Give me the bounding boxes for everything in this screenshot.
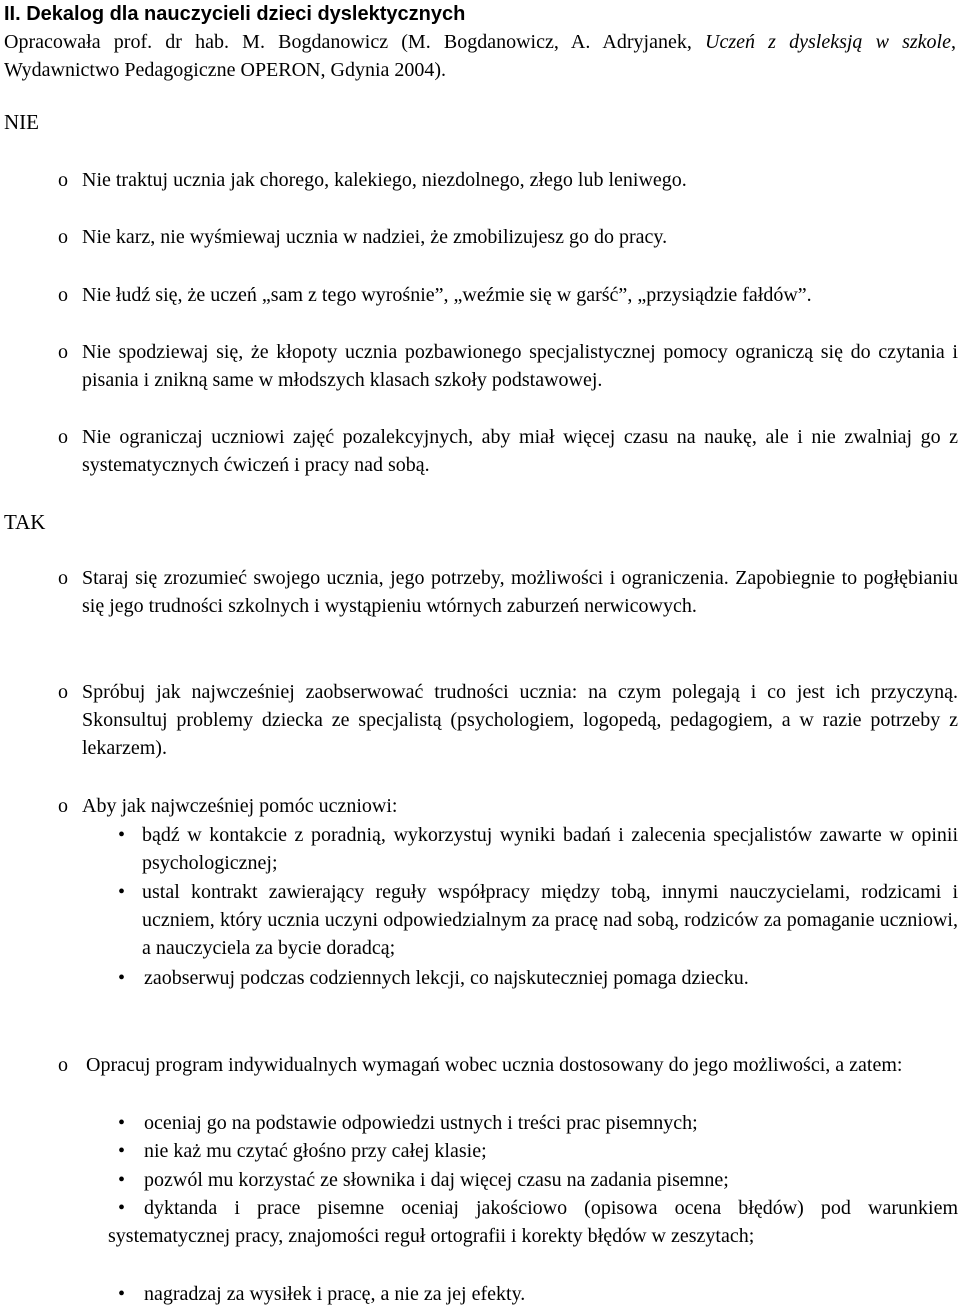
circle-marker-icon: o [58,284,68,306]
tak-help-item [58,792,958,820]
circle-marker-icon: o [58,1054,68,1076]
author-credit [4,28,956,84]
document-title: II. Dekalog dla nauczycieli dzieci dyslektycznych [4,3,466,25]
bullet-icon: • [118,1283,126,1305]
nie-item [58,281,958,309]
bullet-icon: • [118,1169,126,1191]
bullet-icon: • [118,1140,126,1162]
program-bullet-text: nie każ mu czytać głośno przy całej klasie; [144,1140,487,1162]
nie-item [58,338,958,394]
tak-item-text: Spróbuj jak najwcześniej zaobserwować trudności ucznia: na czym polegają i co jest ich przyczyną. Skonsultuj problemy dziecka ze specjalistą (psychologiem, logopedą, pedagogiem, a w razie potrzeby z lekarzem). [82,681,958,759]
program-lead: Opracuj program indywidualnych wymagań wobec ucznia dostosowany do jego możliwości, a zatem: [86,1054,903,1076]
program-bullet [118,1280,958,1308]
help-bullet-text: ustal kontrakt zawierający reguły współpracy między tobą, innymi nauczycielami, rodzicami i uczniem, który ucznia uczyni odpowiedzialnym za pracę nad sobą, rodziców za pomaganie uczniowi, a nauczyciela za bycie doradcą; [142,881,958,959]
bullet-icon: • [118,1112,126,1134]
circle-marker-icon: o [58,341,68,363]
bullet-icon: • [118,881,126,903]
nie-item [58,166,958,194]
help-lead: Aby jak najwcześniej pomóc uczniowi: [82,795,398,817]
program-bullet [118,1109,958,1137]
help-bullet [118,821,958,877]
nie-item-text: Nie łudź się, że uczeń „sam z tego wyrośnie”, „weźmie się w garść”, „przysiądzie fałdów”. [82,284,812,306]
program-bullet [118,1166,958,1194]
circle-marker-icon: o [58,567,68,589]
nie-item-text: Nie ograniczaj uczniowi zajęć pozalekcyjnych, aby miał więcej czasu na naukę, ale i nie zwalniaj go z systematycznych ćwiczeń i pracy nad sobą. [82,426,958,476]
nie-item-text: Nie traktuj ucznia jak chorego, kalekiego, niezdolnego, złego lub leniwego. [82,169,687,191]
tak-item-text: Staraj się zrozumieć swojego ucznia, jego potrzeby, możliwości i ograniczenia. Zapobiegnie to pogłębianiu się jego trudności szkolnych i wystąpieniu wtórnych zaburzeń nerwicowych. [82,567,958,617]
nie-item [58,223,958,251]
nie-item-text: Nie spodziewaj się, że kłopoty ucznia pozbawionego specjalistycznej pomocy ograniczą się do czytania i pisania i znikną same w młodszych klasach szkoły podstawowej. [82,341,958,391]
program-bullet-text: dyktanda i prace pisemne oceniaj jakościowo (opisowa ocena błędów) pod warunkiem systematycznej pracy, znajomości reguł ortografii i korekty błędów w zeszytach; [108,1197,958,1247]
help-bullet-text: bądź w kontakcie z poradnią, wykorzystuj wyniki badań i zalecenia specjalistów zawarte w opinii psychologicznej; [142,824,958,874]
circle-marker-icon: o [58,795,68,817]
program-bullet [118,1137,958,1165]
tak-item [58,564,958,620]
tak-program-item [58,1051,958,1079]
circle-marker-icon: o [58,169,68,191]
credit-suffix: , Wydawnictwo Pedagogiczne OPERON, Gdynia 2004). [4,31,956,81]
circle-marker-icon: o [58,226,68,248]
help-bullet-text: zaobserwuj podczas codziennych lekcji, co najskuteczniej pomaga dziecku. [144,967,749,989]
help-bullet [118,878,958,962]
circle-marker-icon: o [58,681,68,703]
nie-heading: NIE [4,110,39,134]
bullet-icon: • [118,1197,126,1219]
tak-heading: TAK [4,510,46,534]
tak-item [58,678,958,762]
help-bullet [118,964,958,992]
credit-prefix: Opracowała prof. dr hab. M. Bogdanowicz (M. Bogdanowicz, A. Adryjanek, [4,31,706,53]
bullet-icon: • [118,967,126,989]
book-title: Uczeń z dysleksją w szkole [705,31,951,53]
bullet-icon: • [118,824,126,846]
program-bullet-text: nagradzaj za wysiłek i pracę, a nie za jej efekty. [144,1283,526,1305]
program-bullet-text: oceniaj go na podstawie odpowiedzi ustnych i treści prac pisemnych; [144,1112,698,1134]
nie-item-text: Nie karz, nie wyśmiewaj ucznia w nadziei, że zmobilizujesz go do pracy. [82,226,668,248]
nie-item [58,423,958,479]
program-bullet [108,1194,958,1250]
program-bullet-text: pozwól mu korzystać ze słownika i daj więcej czasu na zadania pisemne; [144,1169,729,1191]
circle-marker-icon: o [58,426,68,448]
